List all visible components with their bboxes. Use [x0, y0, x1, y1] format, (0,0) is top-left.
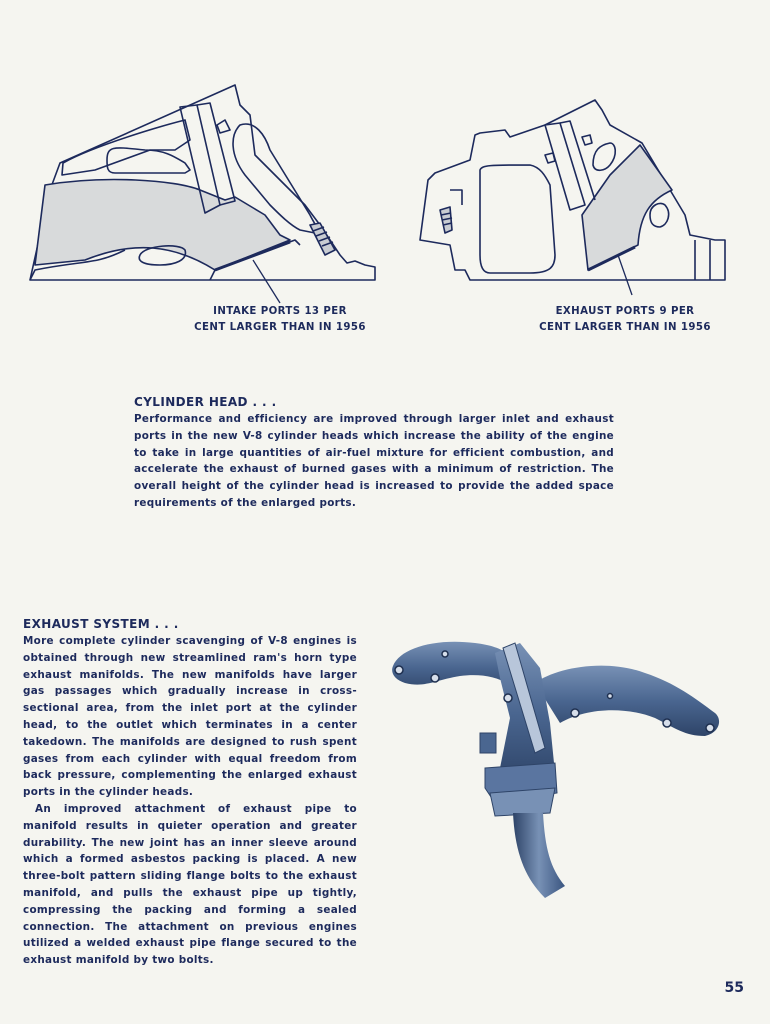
intake-cylinder-head-diagram [25, 75, 385, 305]
cylinder-head-section [134, 394, 614, 512]
cylinder-head-body: Performance and efficiency are improved through larger inlet and exhaust ports in the new V-8 cylinder heads which increase the ability of the engine to take in large quantities of air-fuel mixture for efficient combustion, and accelerate the exhaust of burned gases with a minimum of restriction. The overall height of the cylinder head is increased to provide the added space requirements of the enlarged ports. [134, 413, 614, 509]
intake-ports-caption: INTAKE PORTS 13 PER CENT LARGER THAN IN 1956 [194, 306, 366, 333]
page-number: 55 [724, 980, 744, 996]
exhaust-ports-caption: EXHAUST PORTS 9 PER CENT LARGER THAN IN 1956 [539, 306, 711, 333]
exhaust-manifold-illustration [385, 628, 730, 903]
exhaust-system-section [23, 616, 357, 969]
cylinder-head-heading: CYLINDER HEAD . . . [134, 395, 277, 409]
exhaust-system-paragraph-2: An improved attachment of exhaust pipe to manifold results in quieter operation and greater durability. The new joint has an inner sleeve around which a formed asbestos packing is placed. A new three-bolt pattern sliding flange bolts to the exhaust manifold, and pulls the exhaust pipe up tightly, compressing the packing and forming a sealed connection. The attachment on previous engines utilized a welded exhaust pipe flange secured to the exhaust manifold by two bolts. [23, 802, 357, 967]
exhaust-cylinder-head-diagram [410, 95, 740, 305]
exhaust-system-paragraph-1: More complete cylinder scavenging of V-8 engines is obtained through new streamlined ram's horn type exhaust manifolds. The new manifolds have larger gas passages which gradually increase in cross-sectional area, from the inlet port at the cylinder head, to the outlet which terminates in a center takedown. The manifolds are designed to rush spent gases from each cylinder with equal freedom from back pressure, complementing the enlarged exhaust ports in the cylinder heads. [23, 635, 357, 799]
exhaust-system-heading: EXHAUST SYSTEM . . . [23, 617, 179, 631]
